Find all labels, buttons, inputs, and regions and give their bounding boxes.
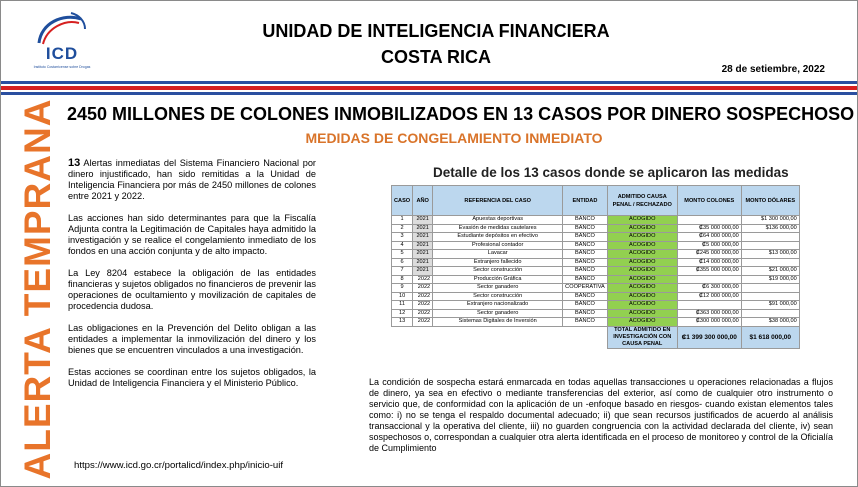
cell-caso: 6 xyxy=(392,258,413,267)
cell-entidad: BANCO xyxy=(563,241,608,250)
alert-count: 13 xyxy=(68,157,81,169)
cell-dolares: $13 000,00 xyxy=(741,250,799,259)
cell-caso: 2 xyxy=(392,224,413,233)
paragraph-2: Las acciones han sido determinantes para que la Fiscalía Adjunta contra la Legitimación de Capitales haya admitido la investigación y se realice el congelamiento inmediato de los fondos en una acción conjunta y de alto impacto. xyxy=(68,213,316,256)
cell-anio: 2021 xyxy=(413,216,433,225)
cell-anio: 2022 xyxy=(413,284,433,293)
cell-dolares: $1 300 000,00 xyxy=(741,216,799,225)
band-blue-top xyxy=(1,81,858,84)
cell-dolares xyxy=(741,241,799,250)
cell-entidad: BANCO xyxy=(563,233,608,242)
cell-dolares: $136 000,00 xyxy=(741,224,799,233)
cell-entidad: BANCO xyxy=(563,267,608,276)
cell-colones: ₡14 000 000,00 xyxy=(677,258,741,267)
cell-colones xyxy=(677,301,741,310)
alert-text: ALERTA TEMPRANA xyxy=(17,98,58,480)
cases-body xyxy=(392,216,800,327)
cell-colones: ₡12 000 000,00 xyxy=(677,292,741,301)
cell-ref: Sector ganadero xyxy=(433,284,563,293)
cell-entidad: BANCO xyxy=(563,250,608,259)
cell-colones: ₡35 000 000,00 xyxy=(677,224,741,233)
cell-estado: ACOGIDO xyxy=(607,267,677,276)
cell-entidad: COOPERATIVA xyxy=(563,284,608,293)
cell-dolares: $38 000,00 xyxy=(741,318,799,327)
cell-anio: 2022 xyxy=(413,318,433,327)
cell-colones: ₡64 000 000,00 xyxy=(677,233,741,242)
cell-dolares xyxy=(741,284,799,293)
total-colones: ₡1 399 300 000,00 xyxy=(677,326,741,348)
cell-dolares: $91 000,00 xyxy=(741,301,799,310)
table-row xyxy=(392,284,800,293)
total-label: TOTAL ADMITIDO EN INVESTIGACIÓN CON CAUSA PENAL xyxy=(607,326,677,348)
org-country: COSTA RICA xyxy=(381,47,491,67)
suspicion-conditions-text: La condición de sospecha estará enmarcada en todas aquellas transacciones u operaciones relacionadas a flujos de dinero, ya sea en efectivo o mediante transferencias del exterior, así como de cualquier otro instrumento o servicio que, de conformidad con la aplicación de un -enfoque basado en riesgos- cuando existan elementos tales como: i) no se tenga el respaldo documental adecuado; ii) que sean recursos justificados de acuerdo al análisis transaccional y la operativa del cliente, iii) no guarden congruencia con la actividad declarada del cliente, iv) sean sospechosos o, correspondan a cualquier otra alerta identificada en el proceso de monitoreo y control de la Oficialía de Cumplimiento xyxy=(369,377,833,453)
cell-ref: Estudiante depósitos en efectivo xyxy=(433,233,563,242)
cell-caso: 7 xyxy=(392,267,413,276)
cell-colones: ₡245 000 000,00 xyxy=(677,250,741,259)
cell-estado: ACOGIDO xyxy=(607,258,677,267)
cell-colones: ₡355 000 000,00 xyxy=(677,267,741,276)
cell-anio: 2021 xyxy=(413,250,433,259)
cell-estado: ACOGIDO xyxy=(607,284,677,293)
cell-anio: 2022 xyxy=(413,292,433,301)
col-colones: MONTO COLONES xyxy=(677,186,741,216)
table-row xyxy=(392,224,800,233)
table-row xyxy=(392,275,800,284)
cell-estado: ACOGIDO xyxy=(607,292,677,301)
table-row xyxy=(392,318,800,327)
cell-estado: ACOGIDO xyxy=(607,216,677,225)
table-row xyxy=(392,250,800,259)
col-anio: AÑO xyxy=(413,186,433,216)
cell-entidad: BANCO xyxy=(563,275,608,284)
paragraph-5: Estas acciones se coordinan entre los sujetos obligados, la Unidad de Inteligencia Financiera y el Ministerio Público. xyxy=(68,367,316,388)
cell-ref: Lavacar xyxy=(433,250,563,259)
cell-anio: 2021 xyxy=(413,258,433,267)
total-row xyxy=(392,326,800,348)
cell-colones: ₡5 000 000,00 xyxy=(677,241,741,250)
cell-colones xyxy=(677,275,741,284)
logo-text: ICD xyxy=(45,44,79,63)
cell-ref: Profesional contador xyxy=(433,241,563,250)
table-row xyxy=(392,301,800,310)
alert-vertical-label xyxy=(15,98,61,480)
cell-ref: Sector construcción xyxy=(433,292,563,301)
cell-entidad: BANCO xyxy=(563,301,608,310)
cell-dolares xyxy=(741,233,799,242)
cell-caso: 8 xyxy=(392,275,413,284)
paragraph-4: Las obligaciones en la Prevención del Delito obligan a las entidades a implementar la inmovilización del dinero y los bienes que se encuentren vinculados a una investigación. xyxy=(68,323,316,355)
cell-estado: ACOGIDO xyxy=(607,309,677,318)
cell-anio: 2022 xyxy=(413,309,433,318)
cell-caso: 11 xyxy=(392,301,413,310)
headline: 2450 MILLONES DE COLONES INMOBILIZADOS EN 13 CASOS POR DINERO SOSPECHOSO xyxy=(67,104,855,124)
cell-estado: ACOGIDO xyxy=(607,241,677,250)
col-referencia: REFERENCIA DEL CASO xyxy=(433,186,563,216)
cell-estado: ACOGIDO xyxy=(607,275,677,284)
cell-entidad: BANCO xyxy=(563,292,608,301)
cell-ref: Sector construcción xyxy=(433,267,563,276)
source-url-link[interactable]: https://www.icd.go.cr/portalicd/index.php/inicio-uif xyxy=(74,460,284,471)
total-dolares: $1 618 000,00 xyxy=(741,326,799,348)
cell-ref: Apuestas deportivas xyxy=(433,216,563,225)
cell-entidad: BANCO xyxy=(563,216,608,225)
cell-estado: ACOGIDO xyxy=(607,301,677,310)
cell-entidad: BANCO xyxy=(563,309,608,318)
cell-estado: ACOGIDO xyxy=(607,318,677,327)
cell-caso: 4 xyxy=(392,241,413,250)
cases-table xyxy=(391,185,800,349)
flag-band xyxy=(1,81,858,95)
cell-ref: Evasión de medidas cautelares xyxy=(433,224,563,233)
table-row xyxy=(392,233,800,242)
cell-anio: 2021 xyxy=(413,224,433,233)
cell-ref: Producción Gráfica xyxy=(433,275,563,284)
cell-entidad: BANCO xyxy=(563,224,608,233)
publication-date: 28 de setiembre, 2022 xyxy=(721,64,825,75)
paragraph-3: La Ley 8204 estabece la obligación de las entidades financieras y sujetos obligados no financieros de prevenir las operaciones de ocultamiento y movilización de capitales de procedencia dudosa. xyxy=(68,268,316,311)
cell-dolares: $19 000,00 xyxy=(741,275,799,284)
cell-colones xyxy=(677,216,741,225)
subheadline: MEDIDAS DE CONGELAMIENTO INMEDIATO xyxy=(305,130,603,146)
col-entidad: ENTIDAD xyxy=(563,186,608,216)
logo-subtext: Instituto Costarricense sobre Drogas xyxy=(33,65,91,69)
cell-caso: 13 xyxy=(392,318,413,327)
cell-colones: ₡6 300 000,00 xyxy=(677,284,741,293)
cell-dolares xyxy=(741,292,799,301)
cell-anio: 2021 xyxy=(413,241,433,250)
icd-logo xyxy=(29,11,93,79)
cell-colones: ₡363 000 000,00 xyxy=(677,309,741,318)
cell-anio: 2021 xyxy=(413,267,433,276)
col-admitido: ADMITIDO CAUSA PENAL / RECHAZADO xyxy=(607,186,677,216)
table-row xyxy=(392,267,800,276)
table-row xyxy=(392,258,800,267)
cell-anio: 2022 xyxy=(413,301,433,310)
cell-dolares xyxy=(741,258,799,267)
cell-anio: 2021 xyxy=(413,233,433,242)
cell-ref: Sector ganadero xyxy=(433,309,563,318)
cell-estado: ACOGIDO xyxy=(607,233,677,242)
cell-dolares: $21 000,00 xyxy=(741,267,799,276)
cell-caso: 9 xyxy=(392,284,413,293)
cell-entidad: BANCO xyxy=(563,318,608,327)
cell-anio: 2022 xyxy=(413,275,433,284)
cell-estado: ACOGIDO xyxy=(607,224,677,233)
cell-entidad: BANCO xyxy=(563,258,608,267)
cell-caso: 3 xyxy=(392,233,413,242)
table-row xyxy=(392,216,800,225)
left-column xyxy=(68,158,316,400)
cell-colones: ₡300 000 000,00 xyxy=(677,318,741,327)
band-blue-bottom xyxy=(1,92,858,95)
cell-caso: 12 xyxy=(392,309,413,318)
cell-ref: Sistemas Digitales de Inversión xyxy=(433,318,563,327)
col-dolares: MONTO DÓLARES xyxy=(741,186,799,216)
cell-ref: Extranjero nacionalizado xyxy=(433,301,563,310)
paragraph-1: 13 Alertas inmediatas del Sistema Financiero Nacional por dinero injustificado, han sido remitidas a la Unidad de Inteligencia Financiera por más de 2450 millones de colones entre 2021 y 2022. xyxy=(68,157,316,201)
cell-caso: 1 xyxy=(392,216,413,225)
cell-ref: Extranjero fallecido xyxy=(433,258,563,267)
band-red xyxy=(1,86,858,90)
table-title: Detalle de los 13 casos donde se aplicaron las medidas xyxy=(433,165,789,180)
cell-caso: 10 xyxy=(392,292,413,301)
cell-estado: ACOGIDO xyxy=(607,250,677,259)
table-row xyxy=(392,241,800,250)
table-row xyxy=(392,292,800,301)
table-row xyxy=(392,309,800,318)
cell-dolares xyxy=(741,309,799,318)
col-caso: CASO xyxy=(392,186,413,216)
org-name: UNIDAD DE INTELIGENCIA FINANCIERA xyxy=(262,21,610,41)
cell-caso: 5 xyxy=(392,250,413,259)
